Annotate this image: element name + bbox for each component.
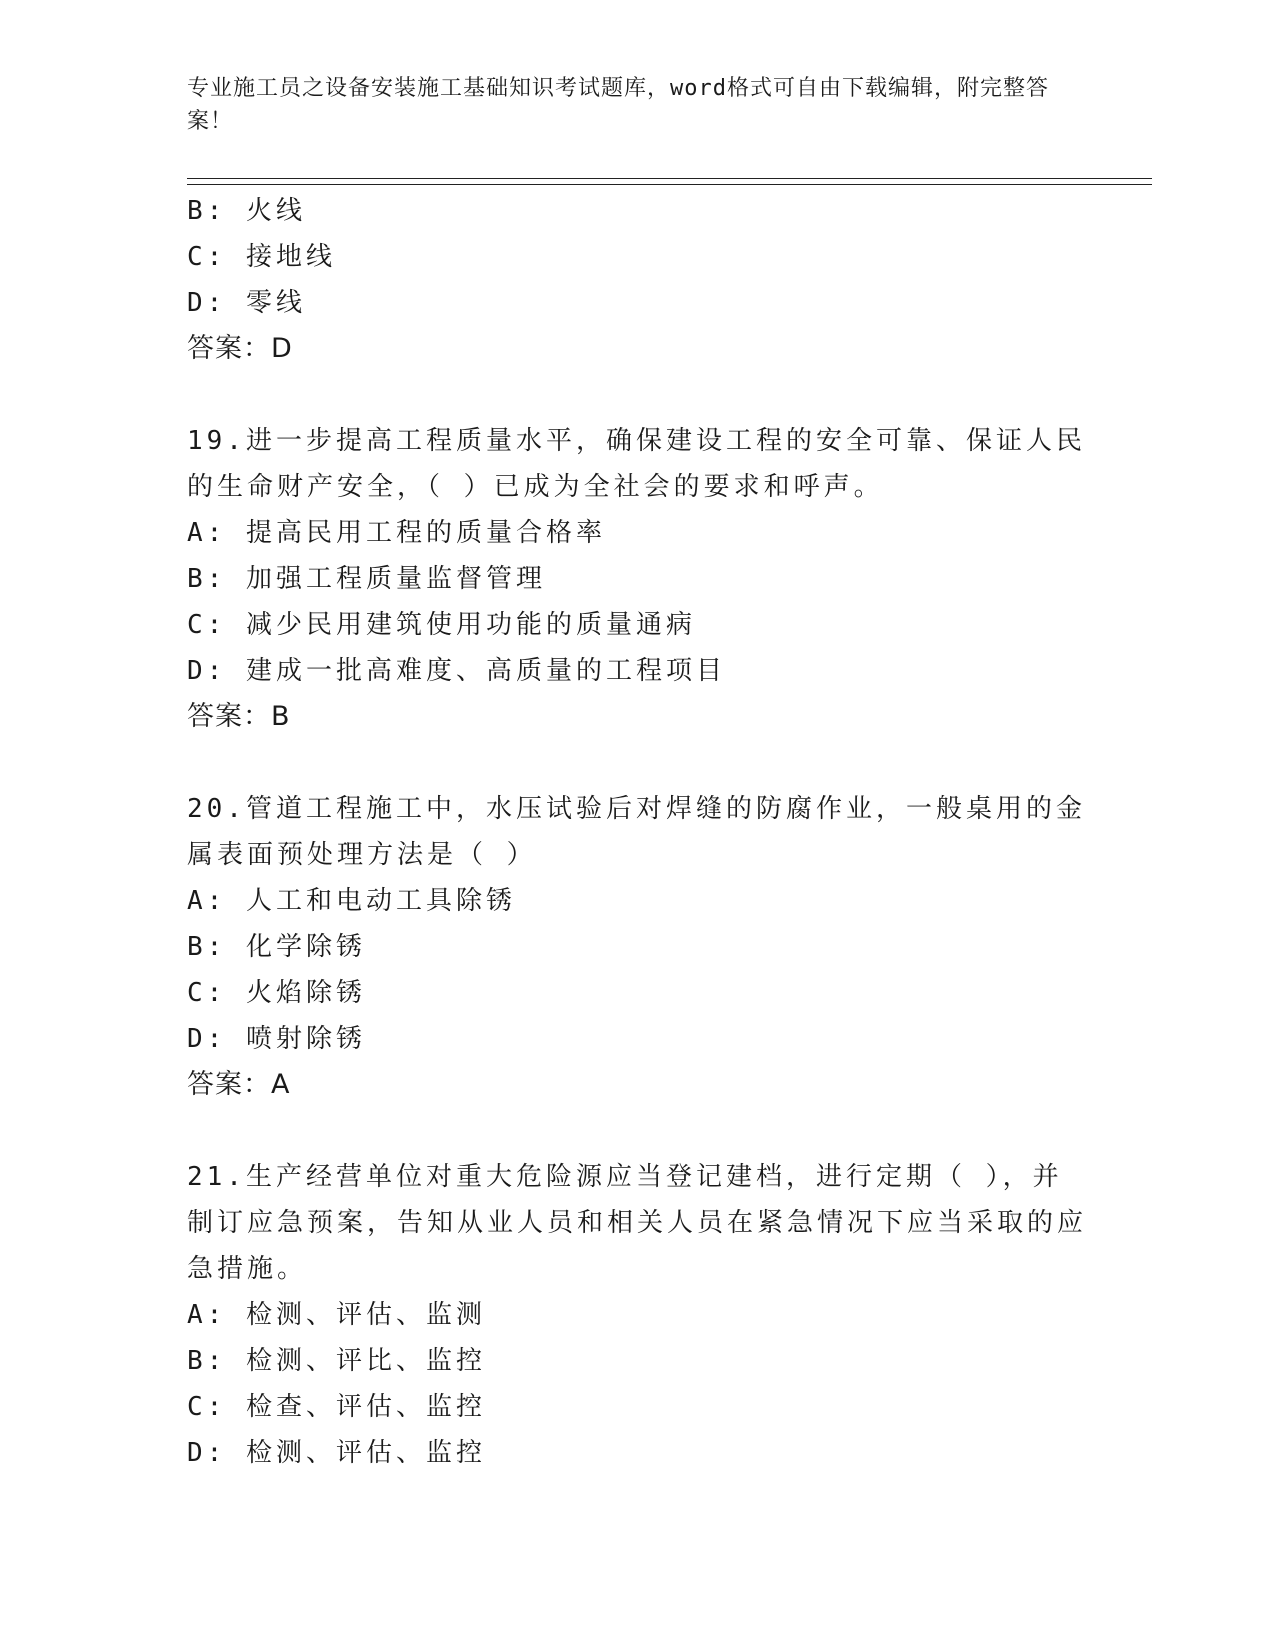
previous-question-block xyxy=(187,188,1087,372)
option-c: C: 检查、评估、监控 xyxy=(187,1392,486,1422)
question-text: 20.管道工程施工中，水压试验后对焊缝的防腐作业，一般桌用的金属表面预处理方法是（ ） xyxy=(187,794,1086,870)
option-d: D: 喷射除锈 xyxy=(187,1024,366,1054)
option-a: A: 人工和电动工具除锈 xyxy=(187,886,516,916)
option-d: D: 零线 xyxy=(187,288,306,318)
answer-line: 答案：B xyxy=(187,701,291,732)
spacer xyxy=(187,1108,1087,1154)
option-a: A: 检测、评估、监测 xyxy=(187,1300,486,1330)
answer-line: 答案：A xyxy=(187,1069,291,1100)
option-c: C: 接地线 xyxy=(187,242,336,272)
question-19 xyxy=(187,418,1087,740)
option-d: D: 检测、评估、监控 xyxy=(187,1438,486,1468)
answer-line: 答案：D xyxy=(187,333,293,364)
option-c: C: 火焰除锈 xyxy=(187,978,366,1008)
option-b: B: 加强工程质量监督管理 xyxy=(187,564,546,594)
option-a: A: 提高民用工程的质量合格率 xyxy=(187,518,606,548)
question-text: 19.进一步提高工程质量水平，确保建设工程的安全可靠、保证人民的生命财产安全，（ ）已成为全社会的要求和呼声。 xyxy=(187,426,1086,502)
header-rule-bottom xyxy=(187,184,1152,185)
question-21 xyxy=(187,1154,1087,1476)
option-b: B: 检测、评比、监控 xyxy=(187,1346,486,1376)
option-d: D: 建成一批高难度、高质量的工程项目 xyxy=(187,656,726,686)
spacer xyxy=(187,740,1087,786)
question-list xyxy=(187,188,1087,1476)
question-text: 21.生产经营单位对重大危险源应当登记建档，进行定期（ ），并制订应急预案，告知从业人员和相关人员在紧急情况下应当采取的应急措施。 xyxy=(187,1162,1088,1284)
page-header: 专业施工员之设备安装施工基础知识考试题库，word格式可自由下载编辑，附完整答案！ xyxy=(187,76,1049,134)
option-b: B: 化学除锈 xyxy=(187,932,366,962)
option-c: C: 减少民用建筑使用功能的质量通病 xyxy=(187,610,696,640)
question-20 xyxy=(187,786,1087,1108)
spacer xyxy=(187,372,1087,418)
header-rule-top xyxy=(187,178,1152,179)
option-b: B: 火线 xyxy=(187,196,306,226)
